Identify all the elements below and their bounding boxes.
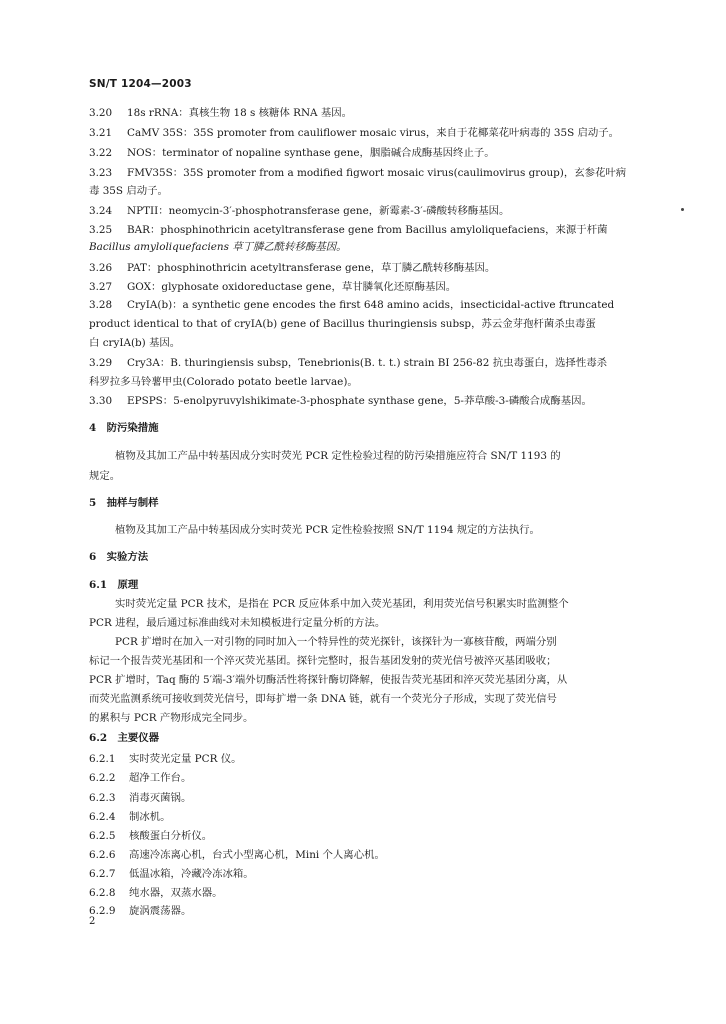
page-number: 2 [89, 916, 96, 927]
standard-number-header: SN/T 1204—2003 [89, 78, 192, 90]
definition-3-29: 3.29 Cry3A：B. thuringiensis subsp，Tenebrionis(B. t. t.) strain BI 256-82 抗虫毒蛋白，选择性毒杀 [89, 357, 607, 369]
section-4-heading: 4 防污染措施 [89, 422, 159, 434]
principle-para-2-line-2: 标记一个报告荧光基团和一个淬灭荧光基团。探针完整时，报告基团发射的荧光信号被淬灭基团吸收； [89, 655, 557, 667]
definition-3-23-cont: 毒 35S 启动子。 [89, 185, 168, 197]
principle-para-2-line-3: PCR 扩增时，Taq 酶的 5′端-3′端外切酶活性将探针酶切降解，使报告荧光基团和淬灭荧光基团分离，从 [89, 674, 568, 686]
instrument-6-2-8: 6.2.8 纯水器，双蒸水器。 [89, 887, 223, 899]
instrument-6-2-7: 6.2.7 低温冰箱，冷藏冷冻冰箱。 [89, 868, 254, 880]
instrument-6-2-5: 6.2.5 核酸蛋白分析仪。 [89, 830, 213, 842]
speck-mark [681, 208, 684, 211]
definition-3-27: 3.27 GOX：glyphosate oxidoreductase gene，草甘膦氧化还原酶基因。 [89, 281, 457, 293]
principle-para-2-line-5: 的累积与 PCR 产物形成完全同步。 [89, 712, 254, 724]
instrument-6-2-2: 6.2.2 超净工作台。 [89, 772, 192, 784]
section-5-heading: 5 抽样与制样 [89, 497, 159, 509]
instrument-6-2-4: 6.2.4 制冰机。 [89, 811, 171, 823]
definition-3-24: 3.24 NPTII：neomycin-3′-phosphotransferase gene，新霉素-3′-磷酸转移酶基因。 [89, 205, 510, 217]
definition-3-25: 3.25 BAR：phosphinothricin acetyltransferase gene from Bacillus amyloliquefaciens，来源于杆菌 [89, 224, 608, 236]
definition-3-22: 3.22 NOS：terminator of nopaline synthase gene，胭脂碱合成酶基因终止子。 [89, 147, 495, 159]
principle-para-2-line-1: PCR 扩增时在加入一对引物的同时加入一个特异性的荧光探针，该探针为一寡核苷酸，两端分别 [115, 636, 557, 648]
instrument-6-2-3: 6.2.3 消毒灭菌锅。 [89, 792, 192, 804]
definition-3-21: 3.21 CaMV 35S：35S promoter from cauliflower mosaic virus，来自于花椰菜花叶病毒的 35S 启动子。 [89, 127, 620, 139]
definition-3-29-cont: 科罗拉多马铃薯甲虫(Colorado potato beetle larvae)。 [89, 376, 358, 388]
section-5-body: 植物及其加工产品中转基因成分实时荧光 PCR 定性检验按照 SN/T 1194 规定的方法执行。 [115, 524, 540, 536]
principle-para-2-line-4: 而荧光监测系统可接收到荧光信号，即每扩增一条 DNA 链，就有一个荧光分子形成，实现了荧光信号 [89, 693, 557, 705]
instrument-6-2-6: 6.2.6 高速冷冻离心机，台式小型离心机，Mini 个人离心机。 [89, 849, 385, 861]
definition-3-25-cont: Bacillus amyloliquefaciens 草丁膦乙酰转移酶基因。 [89, 241, 347, 253]
section-6-2-heading: 6.2 主要仪器 [89, 732, 160, 744]
definition-3-23: 3.23 FMV35S：35S promoter from a modified figwort mosaic virus(caulimovirus group)，玄参花叶病 [89, 167, 627, 179]
section-4-body: 植物及其加工产品中转基因成分实时荧光 PCR 定性检验过程的防污染措施应符合 SN/T 1193 的 [115, 450, 561, 462]
instrument-6-2-1: 6.2.1 实时荧光定量 PCR 仪。 [89, 753, 242, 765]
definition-3-26: 3.26 PAT：phosphinothricin acetyltransferase gene，草丁膦乙酰转移酶基因。 [89, 262, 496, 274]
principle-para-1-line-1: 实时荧光定量 PCR 技术，是指在 PCR 反应体系中加入荧光基团，利用荧光信号积累实时监测整个 [115, 598, 569, 610]
definition-3-20: 3.20 18s rRNA：真核生物 18 s 核糖体 RNA 基因。 [89, 107, 353, 119]
definition-3-28: 3.28 CryIA(b)：a synthetic gene encodes the first 648 amino acids，insecticidal-active ftruncated [89, 299, 615, 311]
principle-para-1-line-2: PCR 进程，最后通过标准曲线对未知模板进行定量分析的方法。 [89, 617, 386, 629]
definition-3-28-cont: product identical to that of cryIA(b) gene of Bacillus thuringiensis subsp，苏云金芽孢杆菌杀虫毒蛋 [89, 318, 596, 330]
section-4-body-cont: 规定。 [89, 470, 121, 482]
section-6-1-heading: 6.1 原理 [89, 579, 139, 591]
definition-3-28-cont2: 白 cryIA(b) 基因。 [89, 337, 181, 349]
definition-3-30: 3.30 EPSPS：5-enolpyruvylshikimate-3-phosphate synthase gene，5-莽草酸-3-磷酸合成酶基因。 [89, 395, 592, 407]
section-6-heading: 6 实验方法 [89, 551, 149, 563]
instrument-6-2-9: 6.2.9 旋涡震荡器。 [89, 905, 192, 917]
